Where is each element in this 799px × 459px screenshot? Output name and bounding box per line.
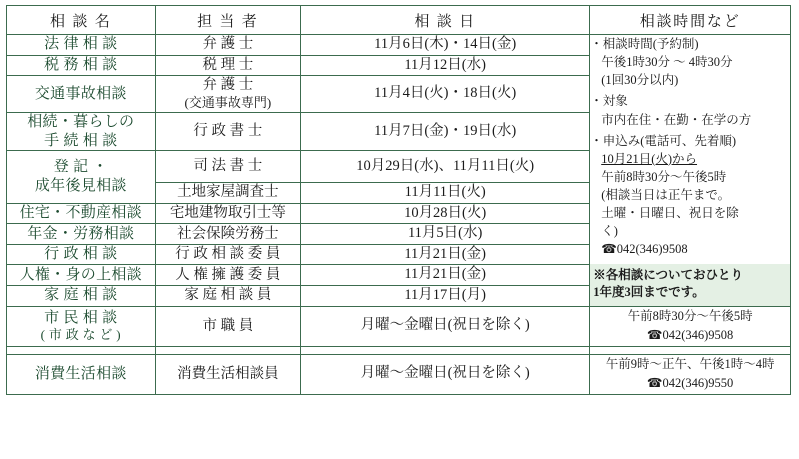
- cell-name-line: 市 民 相 談: [44, 309, 118, 326]
- table-row: [7, 35, 791, 56]
- info-line: (相談当日は正午まで。: [601, 188, 731, 202]
- cell-name-line: 登 記 ・: [53, 159, 108, 176]
- info-line: (1回30分以内): [601, 73, 679, 88]
- cell-staff: 弁 護 士: [155, 35, 301, 56]
- cell-staff-line: 弁 護 士: [202, 77, 254, 94]
- cell-name: [7, 151, 156, 203]
- cell-name: [7, 306, 156, 346]
- gap-cell: [7, 346, 156, 354]
- table-header: [7, 6, 791, 35]
- consultation-table: [6, 5, 791, 395]
- cell-name: 年金・労務相談: [7, 224, 156, 245]
- cell-date: 月曜～金曜日(祝日を除く): [301, 354, 590, 394]
- info-phone: ☎042(346)9508: [646, 328, 734, 342]
- table-body: [7, 35, 791, 395]
- cell-info-consumer: [590, 354, 791, 394]
- info-line: 午前8時30分～午後5時: [601, 169, 727, 184]
- consultation-schedule-page: [0, 5, 799, 459]
- cell-name: 交通事故相談: [7, 76, 156, 113]
- cell-name: 法 律 相 談: [7, 35, 156, 56]
- cell-name-subline: ( 市 政 な ど ): [40, 327, 121, 343]
- cell-date: 11月21日(金): [301, 265, 590, 286]
- cell-staff: 司 法 書 士: [155, 151, 301, 183]
- cell-date: 11月12日(水): [301, 55, 590, 76]
- gap-cell: [301, 346, 590, 354]
- cell-name-subline: 手 続 相 談: [44, 132, 118, 149]
- cell-staff: 税 理 士: [155, 55, 301, 76]
- cell-date: 11月11日(火): [301, 183, 590, 204]
- cell-name-line: 相続・暮らしの: [27, 113, 135, 130]
- cell-date: 11月4日(火)・18日(火): [301, 76, 590, 113]
- cell-date: 11月5日(水): [301, 224, 590, 245]
- cell-staff: 宅地建物取引士等: [155, 203, 301, 224]
- cell-date: 11月21日(金): [301, 244, 590, 265]
- cell-date: 月曜～金曜日(祝日を除く): [301, 306, 590, 346]
- gap-cell: [590, 346, 791, 354]
- cell-staff: [155, 76, 301, 113]
- cell-staff: 行 政 書 士: [155, 112, 301, 151]
- info-line-apply-date: 10月21日(火)から: [601, 151, 698, 166]
- cell-name: [7, 112, 156, 151]
- info-phone: ☎042(346)9508: [601, 242, 688, 257]
- info-line: 午前9時～正午、午後1時～4時: [605, 357, 775, 372]
- table-row-city: [7, 306, 791, 346]
- info-line: ・相談時間(予約制): [590, 37, 699, 51]
- info-note-line: ※各相談についておひとり: [593, 267, 743, 282]
- table-row-consumer: [7, 354, 791, 394]
- info-line: 土曜・日曜日、祝日を除: [601, 206, 739, 221]
- cell-date: 11月6日(木)・14日(金): [301, 35, 590, 56]
- info-line: ・申込み(電話可、先着順): [590, 133, 737, 148]
- column-header-staff: 担 当 者: [155, 6, 301, 35]
- cell-staff: 行 政 相 談 委 員: [155, 244, 301, 265]
- cell-name: 行 政 相 談: [7, 244, 156, 265]
- cell-staff-subline: (交通事故専門): [184, 94, 272, 110]
- cell-info-city: [590, 306, 791, 346]
- cell-info-main: [590, 35, 791, 307]
- table-gap: [7, 346, 791, 354]
- cell-name-subline: 成年後見相談: [34, 178, 127, 195]
- cell-staff: 土地家屋調査士: [155, 183, 301, 204]
- info-line: 午前8時30分～午後5時: [627, 309, 753, 324]
- info-line: ・対象: [590, 94, 628, 109]
- column-header-name: 相 談 名: [7, 6, 156, 35]
- cell-name: 住宅・不動産相談: [7, 203, 156, 224]
- gap-cell: [155, 346, 301, 354]
- cell-name: 家 庭 相 談: [7, 285, 156, 306]
- cell-date: 11月7日(金)・19日(水): [301, 112, 590, 151]
- cell-staff: 社会保険労務士: [155, 224, 301, 245]
- info-line: く): [601, 224, 618, 239]
- info-line: 午後1時30分 ～ 4時30分: [601, 55, 733, 70]
- cell-date: 10月29日(水)、11月11日(火): [301, 151, 590, 183]
- cell-name: 人権・身の上相談: [7, 265, 156, 286]
- cell-date: 10月28日(火): [301, 203, 590, 224]
- info-phone: ☎042(346)9550: [646, 376, 734, 390]
- cell-name: 消費生活相談: [7, 354, 156, 394]
- info-note-line: 1年度3回までです。: [593, 285, 705, 299]
- column-header-date: 相 談 日: [301, 6, 590, 35]
- cell-date: 11月17日(月): [301, 285, 590, 306]
- cell-staff: 家 庭 相 談 員: [155, 285, 301, 306]
- cell-staff: 消費生活相談員: [155, 354, 301, 394]
- cell-staff: 人 権 擁 護 委 員: [155, 265, 301, 286]
- cell-name: 税 務 相 談: [7, 55, 156, 76]
- table-header-row: [7, 6, 791, 35]
- info-line: 市内在住・在勤・在学の方: [601, 112, 752, 127]
- cell-staff: 市 職 員: [155, 306, 301, 346]
- column-header-info: 相談時間など: [590, 6, 791, 35]
- info-note: [590, 264, 790, 306]
